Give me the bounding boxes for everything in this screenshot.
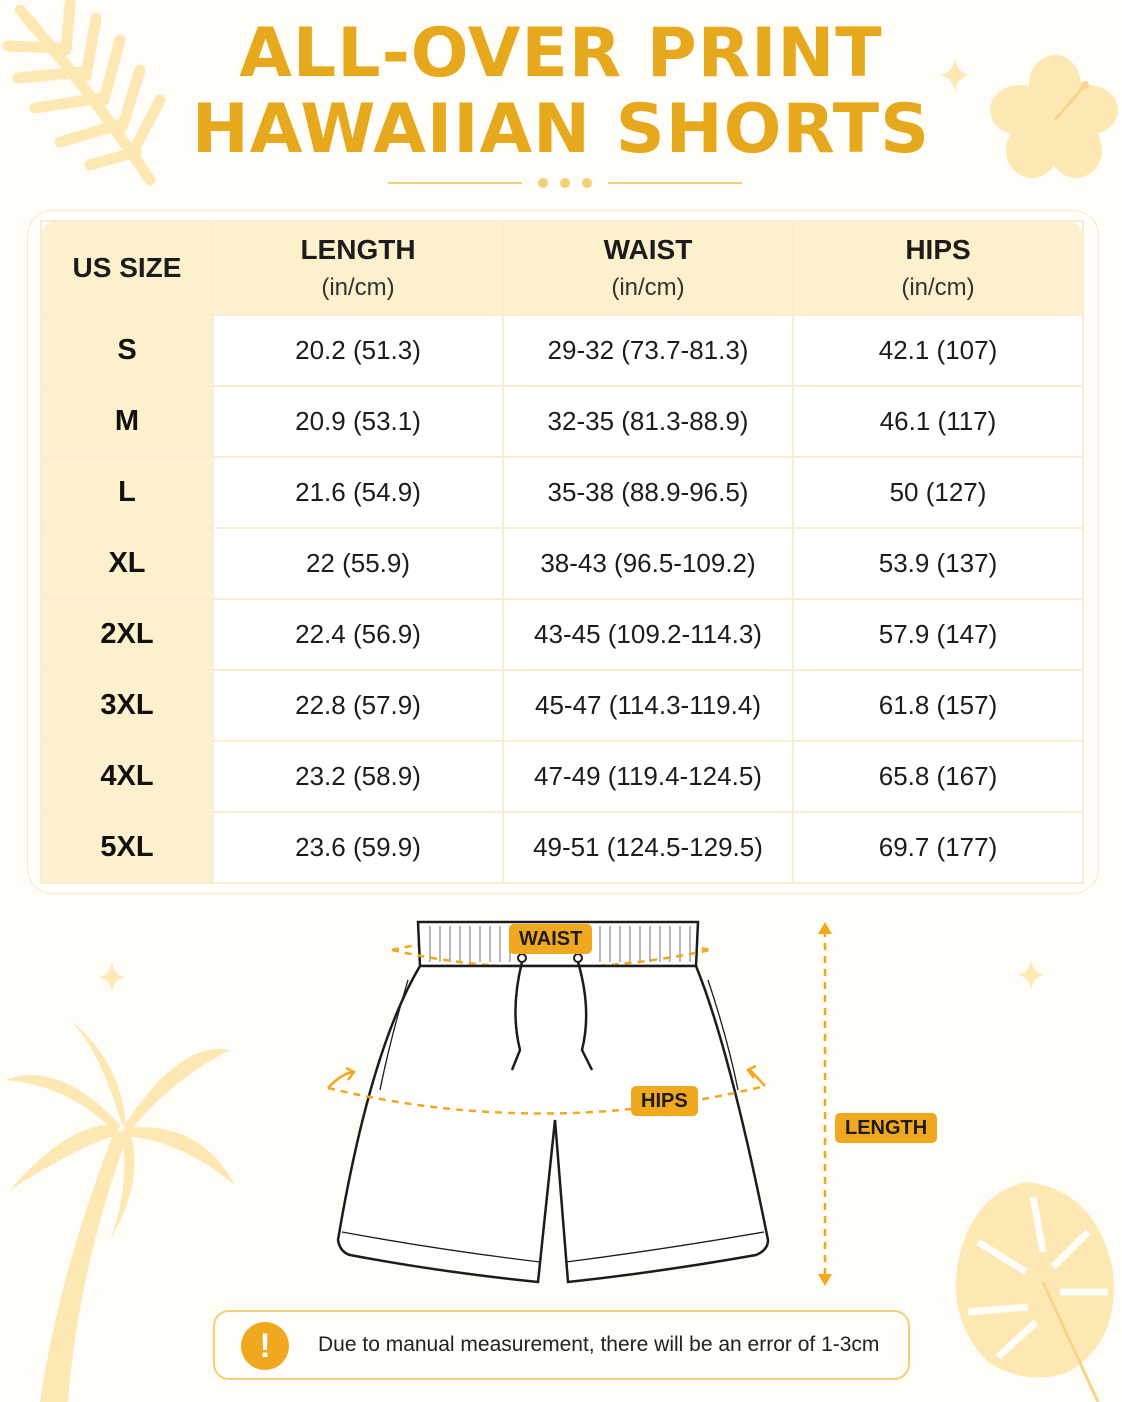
title-line-2: HAWAIIAN SHORTS	[191, 90, 931, 169]
size-cell: 5XL	[41, 812, 213, 883]
table-row	[41, 670, 1083, 741]
hips-cell: 42.1 (107)	[793, 315, 1083, 386]
table-row	[41, 386, 1083, 457]
size-cell: XL	[41, 528, 213, 599]
size-cell: 3XL	[41, 670, 213, 741]
size-cell: 4XL	[41, 741, 213, 812]
hips-cell: 65.8 (167)	[793, 741, 1083, 812]
waist-cell: 49-51 (124.5-129.5)	[503, 812, 793, 883]
hips-tag: HIPS	[631, 1086, 698, 1116]
waist-cell: 29-32 (73.7-81.3)	[503, 315, 793, 386]
notice-text: Due to manual measurement, there will be an error of 1-3cm	[318, 1333, 880, 1356]
table-row	[41, 741, 1083, 812]
monstera-leaf-decoration	[948, 1172, 1122, 1402]
header-label: WAIST	[603, 234, 693, 265]
hips-cell: 46.1 (117)	[793, 386, 1083, 457]
waist-cell: 45-47 (114.3-119.4)	[503, 670, 793, 741]
length-cell: 20.2 (51.3)	[213, 315, 503, 386]
size-chart-table	[40, 220, 1084, 884]
length-cell: 21.6 (54.9)	[213, 457, 503, 528]
size-cell: 2XL	[41, 599, 213, 670]
hips-cell: 69.7 (177)	[793, 812, 1083, 883]
hips-cell: 53.9 (137)	[793, 528, 1083, 599]
header-unit: (in/cm)	[321, 274, 395, 301]
waist-cell: 38-43 (96.5-109.2)	[503, 528, 793, 599]
waist-cell: 43-45 (109.2-114.3)	[503, 599, 793, 670]
header-label: US SIZE	[72, 252, 182, 283]
table-row	[41, 457, 1083, 528]
table-row	[41, 599, 1083, 670]
size-cell: S	[41, 315, 213, 386]
header-label: HIPS	[905, 234, 971, 265]
measurement-notice	[213, 1310, 910, 1380]
length-arrow	[808, 918, 842, 1290]
waist-cell: 35-38 (88.9-96.5)	[503, 457, 793, 528]
waist-tag: WAIST	[509, 924, 592, 954]
waist-cell: 32-35 (81.3-88.9)	[503, 386, 793, 457]
hips-cell: 61.8 (157)	[793, 670, 1083, 741]
length-cell: 22.4 (56.9)	[213, 599, 503, 670]
length-cell: 22 (55.9)	[213, 528, 503, 599]
sparkle-icon	[1017, 960, 1045, 990]
header-unit: (in/cm)	[611, 274, 685, 301]
length-cell: 22.8 (57.9)	[213, 670, 503, 741]
page-title	[0, 16, 1122, 168]
palm-tree-decoration	[0, 1020, 240, 1402]
sparkle-icon	[98, 962, 126, 992]
header-unit: (in/cm)	[901, 274, 975, 301]
waist-cell: 47-49 (119.4-124.5)	[503, 741, 793, 812]
exclamation-icon: !	[241, 1322, 289, 1370]
header-hips	[793, 221, 1083, 315]
title-divider	[388, 176, 742, 190]
length-cell: 23.6 (59.9)	[213, 812, 503, 883]
shorts-diagram	[310, 910, 780, 1302]
title-line-1: ALL-OVER PRINT	[239, 14, 883, 93]
size-cell: M	[41, 386, 213, 457]
header-waist	[503, 221, 793, 315]
header-length	[213, 221, 503, 315]
length-tag: LENGTH	[835, 1113, 937, 1143]
length-cell: 23.2 (58.9)	[213, 741, 503, 812]
table-row	[41, 812, 1083, 883]
hips-cell: 57.9 (147)	[793, 599, 1083, 670]
table-row	[41, 528, 1083, 599]
hips-cell: 50 (127)	[793, 457, 1083, 528]
header-label: LENGTH	[300, 234, 416, 265]
length-cell: 20.9 (53.1)	[213, 386, 503, 457]
size-cell: L	[41, 457, 213, 528]
table-header-row	[41, 221, 1083, 315]
table-row	[41, 315, 1083, 386]
header-us-size	[41, 221, 213, 315]
